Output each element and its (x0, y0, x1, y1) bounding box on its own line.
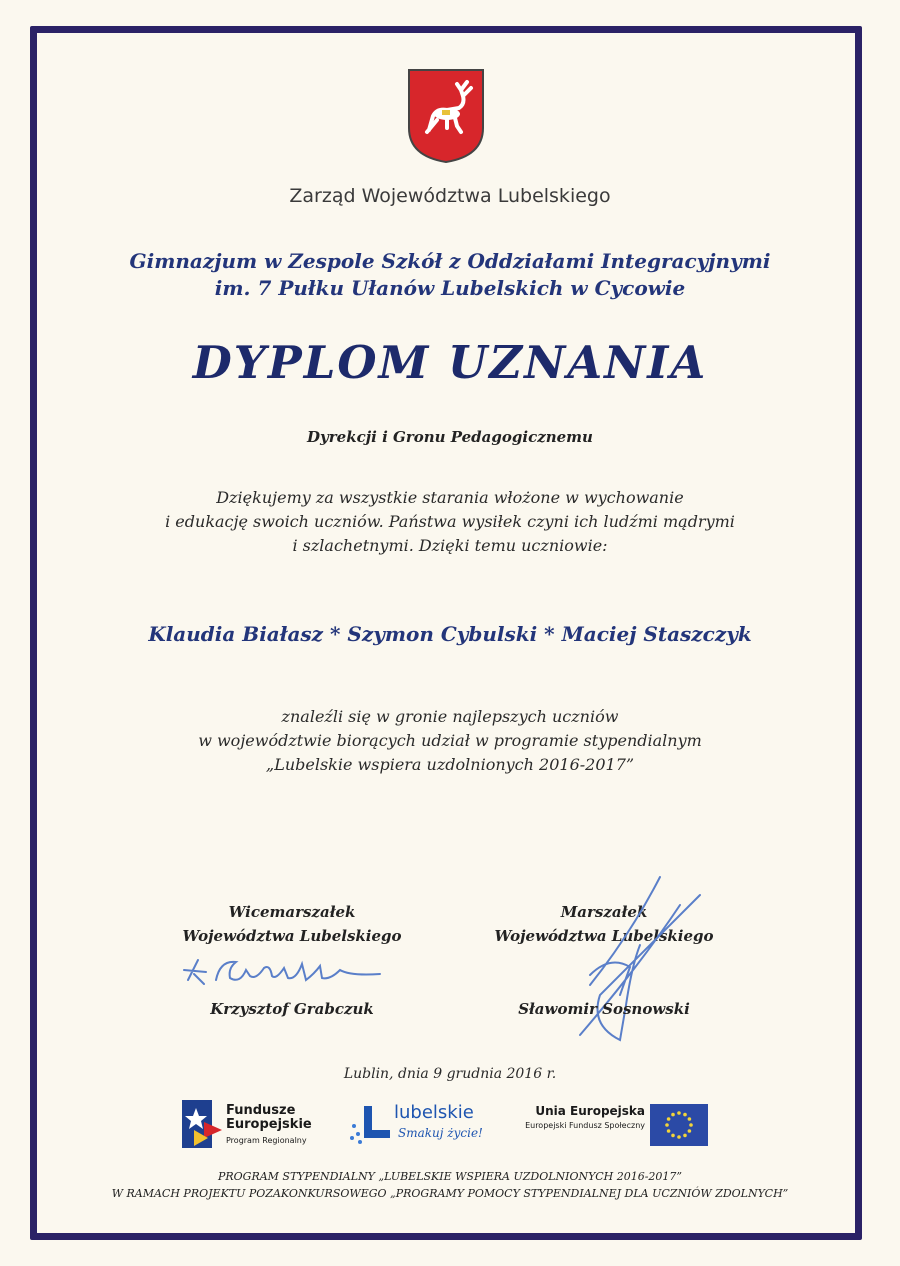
school-name (0, 248, 900, 302)
logo-text: Fundusze (226, 1103, 296, 1118)
paragraph-line: „Lubelskie wspiera uzdolnionych 2016-2017” (265, 755, 635, 774)
eu-flag-icon (650, 1104, 708, 1146)
school-line: im. 7 Pułku Ułanów Lubelskich w Cycowie (214, 276, 686, 300)
paragraph-line: w województwie biorących udział w programie stypendialnym (198, 731, 702, 750)
fundusze-europejskie-logo (182, 1100, 332, 1148)
signatory-role: Marszałek (560, 903, 648, 921)
logo-text: Europejskie (226, 1117, 312, 1132)
paragraph-line: znaleźli się w gronie najlepszych uczniów (281, 707, 619, 726)
logo-subtext: Europejski Fundusz Społeczny (525, 1121, 645, 1130)
authority-name: Zarząd Województwa Lubelskiego (289, 185, 611, 207)
logo-text: Unia Europejska (535, 1104, 645, 1118)
signatory-title-left (142, 900, 442, 948)
lublin-coat-of-arms-icon (407, 68, 485, 164)
logo-slogan: Smakuj życie! (398, 1126, 483, 1140)
school-line: Gimnazjum w Zespole Szkół z Oddziałami Integracyjnymi (129, 249, 771, 273)
logo-subtext: Program Regionalny (226, 1136, 307, 1145)
paragraph-line: i szlachetnymi. Dzięki temu uczniowie: (292, 536, 608, 555)
footer-line: W RAMACH PROJEKTU POZAKONKURSOWEGO „PROGRAMY POMOCY STYPENDIALNEJ DLA UCZNIÓW ZDOLNYCH” (111, 1187, 789, 1200)
paragraph-line: i edukację swoich uczniów. Państwa wysiłek czyni ich ludźmi mądrymi (165, 512, 735, 531)
handwritten-signature-left (180, 950, 390, 995)
footer-line: PROGRAM STYPENDIALNY „LUBELSKIE WSPIERA UZDOLNIONYCH 2016-2017” (217, 1170, 683, 1183)
diploma-title: DYPLOM UZNANIA (192, 336, 708, 389)
fundusze-europejskie-icon (182, 1100, 222, 1148)
signatory-role: Wicemarszałek (228, 903, 356, 921)
lubelskie-logo (348, 1100, 488, 1148)
signatory-office: Województwa Lubelskiego (182, 927, 402, 945)
handwritten-signature-right (560, 875, 710, 1045)
unia-europejska-text (510, 1104, 645, 1144)
lubelskie-l-icon (348, 1104, 392, 1144)
thanks-paragraph (0, 486, 900, 558)
footer-note (0, 1168, 900, 1202)
logo-text: lubelskie (394, 1102, 474, 1123)
paragraph-line: Dziękujemy za wszystkie starania włożone w wychowanie (216, 488, 684, 507)
signatory-office: Województwa Lubelskiego (494, 927, 714, 945)
signatory-name-left: Krzysztof Grabczuk (210, 1000, 374, 1018)
result-paragraph (0, 705, 900, 777)
recipient: Dyrekcji i Gronu Pedagogicznemu (307, 428, 593, 446)
signatory-name-right: Sławomir Sosnowski (518, 1000, 690, 1018)
place-and-date: Lublin, dnia 9 grudnia 2016 r. (343, 1066, 557, 1082)
student-names: Klaudia Białasz * Szymon Cybulski * Maciej Staszczyk (148, 622, 752, 646)
